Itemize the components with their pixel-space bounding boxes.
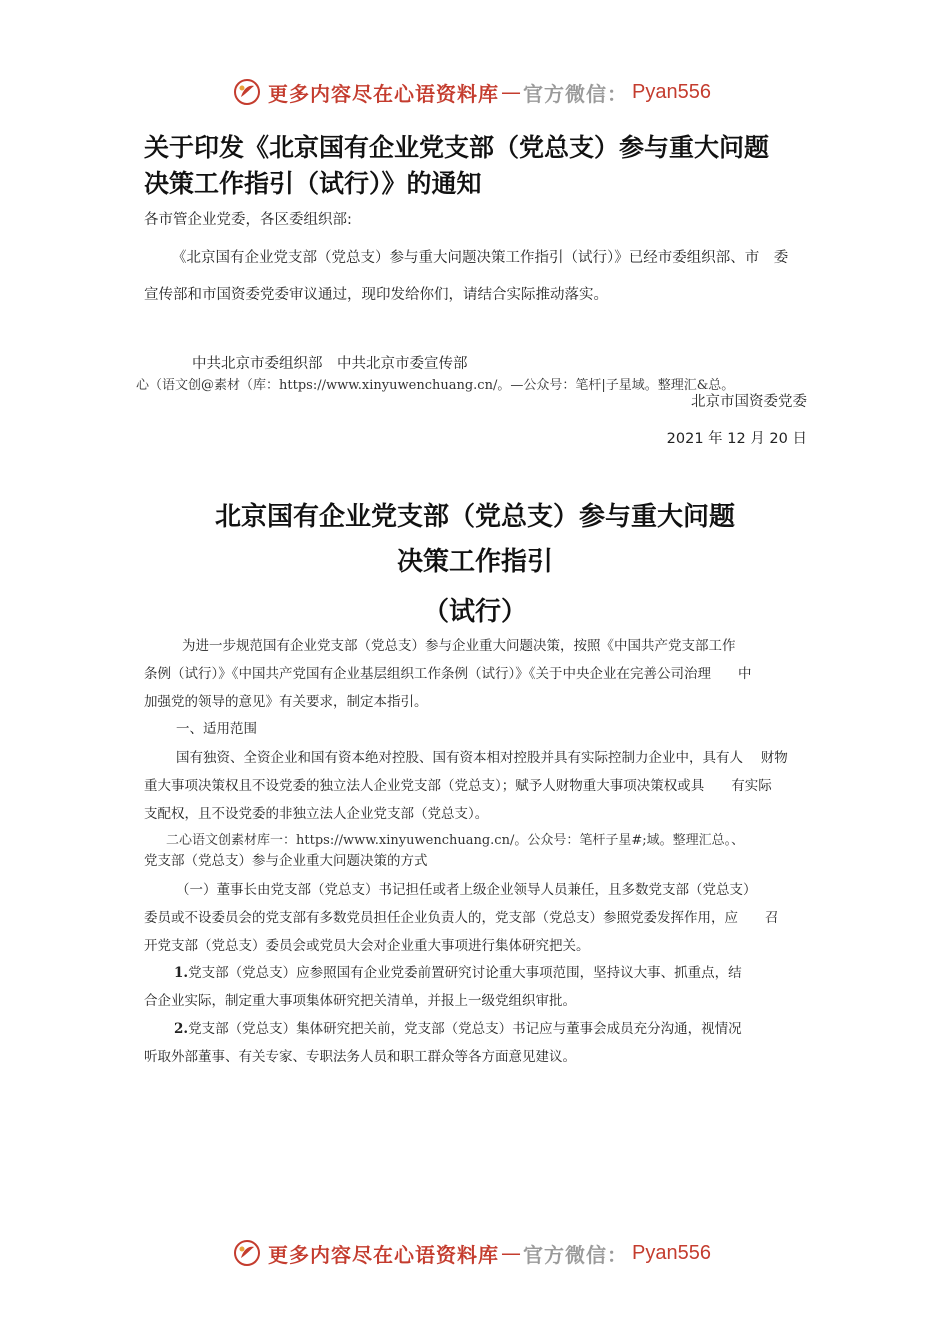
watermark-line-1: 心（语文创@素材（库：https://www.xinyuwenchuang.cn/。—公众号：笔杆|子星域。整理汇&总。 <box>136 378 735 393</box>
brand-logo-icon <box>232 77 262 107</box>
item2-line1 <box>174 1017 742 1037</box>
banner-dash: — <box>501 1241 521 1265</box>
item2-line2: 听取外部董事、有关专家、专职法务人员和职工群众等各方面意见建议。 <box>144 1049 576 1065</box>
item1-number: 1. <box>174 965 189 981</box>
banner-wechat-label: 官方微信： <box>523 81 628 106</box>
guide-title-line1: 北京国有企业党支部（党总支）参与重大问题 <box>214 502 735 532</box>
scope-line1: 国有独资、全资企业和国有资本绝对控股、国有资本相对控股并具有实际控制力企业中，具有人 财物 <box>176 750 788 766</box>
watermark-line-2: 二心语文创素材库一：https://www.xinyuwenchuang.cn/。公众号：笔杆子星#;域。整理汇总。、 <box>166 833 745 848</box>
notice-signers: 中共北京市委组织部 中共北京市委宣传部 <box>192 356 468 372</box>
para1-line2: 委员或不设委员会的党支部有多数党员担任企业负责人的，党支部（党总支）参照党委发挥作用，应 召 <box>144 910 779 926</box>
section1-heading: 一、适用范围 <box>176 721 257 737</box>
guide-title-line2: 决策工作指引 <box>396 547 553 577</box>
notice-date: 2021 年 12 月 20 日 <box>666 431 807 447</box>
item2-text: 党支部（党总支）集体研究把关前，党支部（党总支）书记应与董事会成员充分沟通，视情况 <box>188 1021 742 1037</box>
item1-line1 <box>174 961 742 981</box>
guide-title-line3: （试行） <box>422 597 527 627</box>
para1-line1: （一）董事长由党支部（党总支）书记担任或者上级企业领导人员兼任，且多数党支部（党总支） <box>176 882 757 898</box>
notice-body-line2: 宣传部和市国资委党委审议通过，现印发给你们，请结合实际推动落实。 <box>144 287 608 303</box>
item1-text: 党支部（党总支）应参照国有企业党委前置研究讨论重大事项范围，坚持议大事、抓重点，结 <box>188 965 742 981</box>
item2-number: 2. <box>174 1021 189 1037</box>
intro-line1: 为进一步规范国有企业党支部（党总支）参与企业重大问题决策，按照《中国共产党支部工作 <box>182 638 736 654</box>
header-banner <box>232 75 711 109</box>
scope-line3: 支配权，且不设党委的非独立法人企业党支部（党总支）。 <box>144 806 489 822</box>
banner-dash: — <box>501 80 521 104</box>
item1-line2: 合企业实际，制定重大事项集体研究把关清单，并报上一级党组织审批。 <box>144 993 576 1009</box>
scope-line2: 重大事项决策权且不设党委的独立法人企业党支部（党总支）；赋予人财物重大事项决策权或具 有实际 <box>144 778 772 794</box>
intro-line3: 加强党的领导的意见》有关要求，制定本指引。 <box>144 694 428 710</box>
notice-addressee: 各市管企业党委，各区委组织部: <box>144 212 352 228</box>
banner-main-text: 更多内容尽在心语资料库 <box>268 1242 499 1267</box>
banner-main-text: 更多内容尽在心语资料库 <box>268 81 499 106</box>
section2-heading: 党支部（党总支）参与企业重大问题决策的方式 <box>144 853 428 869</box>
footer-banner <box>232 1236 711 1270</box>
notice-body-line1: 《北京国有企业党支部（党总支）参与重大问题决策工作指引（试行）》已经市委组织部、市 委 <box>172 250 789 266</box>
banner-wechat-label: 官方微信： <box>523 1242 628 1267</box>
notice-title-line2: 决策工作指引（试行）》的通知 <box>144 169 482 198</box>
notice-signer-3: 北京市国资委党委 <box>691 394 807 410</box>
intro-line2: 条例（试行）》《中国共产党国有企业基层组织工作条例（试行）》《关于中央企业在完善公司治理 中 <box>144 666 752 682</box>
notice-title-line1: 关于印发《北京国有企业党支部（党总支）参与重大问题 <box>144 133 770 162</box>
brand-logo-icon <box>232 1238 262 1268</box>
banner-wechat-id: Pyan556 <box>632 1241 711 1264</box>
para1-line3: 开党支部（党总支）委员会或党员大会对企业重大事项进行集体研究把关。 <box>144 938 590 954</box>
banner-wechat-id: Pyan556 <box>632 80 711 103</box>
